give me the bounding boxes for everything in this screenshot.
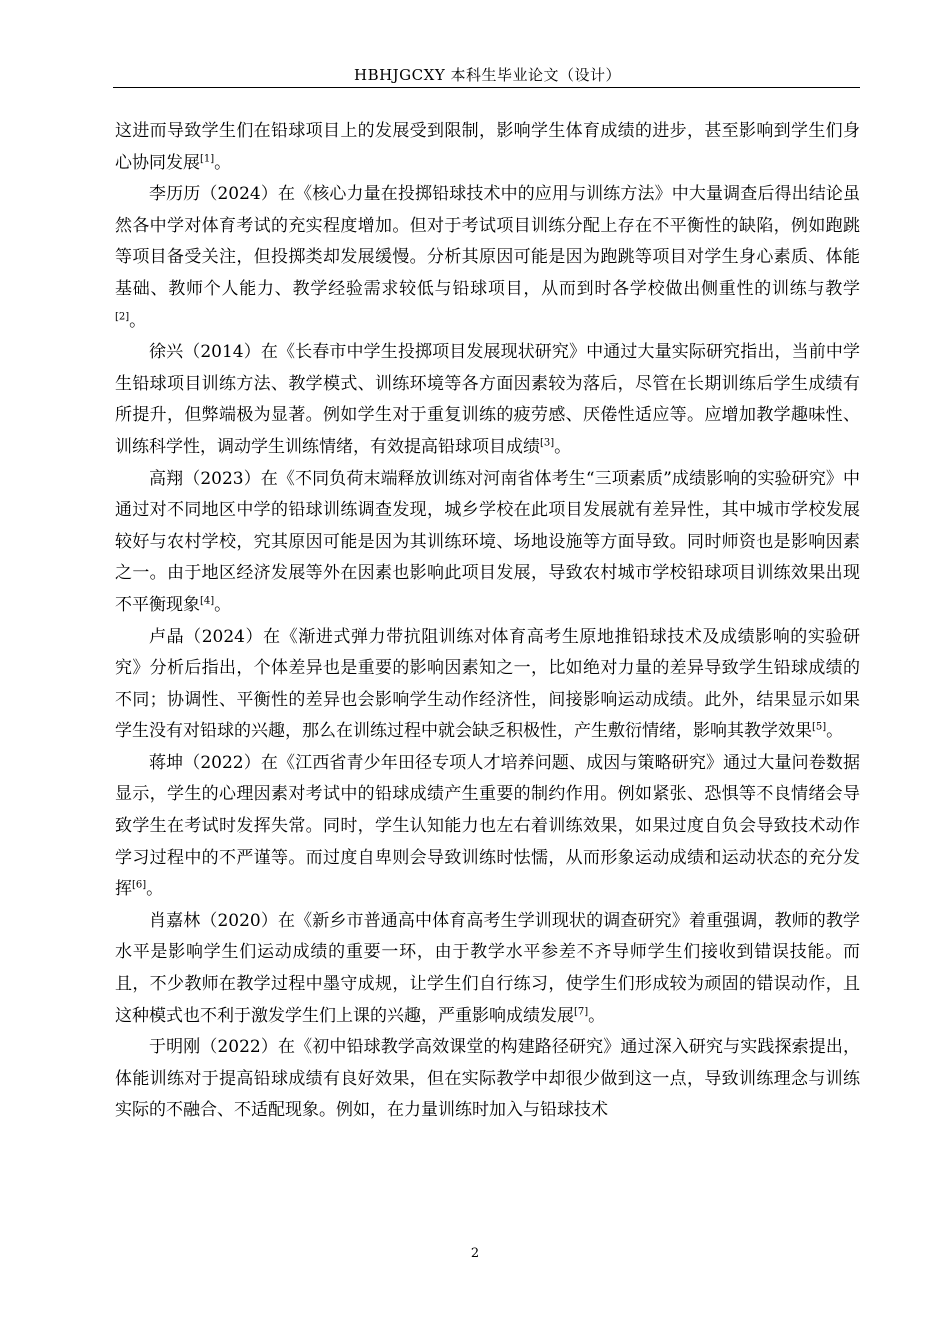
citation-marker: [2]	[115, 310, 130, 322]
paragraph	[115, 179, 860, 337]
paragraph	[115, 337, 860, 463]
paragraph-text: 于明刚（2022）在《初中铅球教学高效课堂的构建路径研究》通过深入研究与实践探索提出，体能训练对于提高铅球成绩有良好效果，但在实际教学中却很少做到这一点，导致训练理念与训练实际的不融合、不适配现象。例如，在力量训练时加入与铅球技术	[115, 1037, 860, 1121]
paragraph-end: 。	[554, 436, 572, 457]
paragraph-text: 徐兴（2014）在《长春市中学生投掷项目发展现状研究》中通过大量实际研究指出，当前中学生铅球项目训练方法、教学模式、训练环境等各方面因素较为落后，尽管在长期训练后学生成绩有所提升，但弊端极为显著。例如学生对于重复训练的疲劳感、厌倦性适应等。应增加教学趣味性、训练科学性，调动学生训练情绪，有效提高铅球项目成绩	[115, 342, 860, 457]
paragraph-text: 蒋坤（2022）在《江西省青少年田径专项人才培养问题、成因与策略研究》通过大量问卷数据显示，学生的心理因素对考试中的铅球成绩产生重要的制约作用。例如紧张、恐惧等不良情绪会导致学生在考试时发挥失常。同时，学生认知能力也左右着训练效果，如果过度自负会导致技术动作学习过程中的不严谨等。而过度自卑则会导致训练时怯懦，从而形象运动成绩和运动状态的充分发挥	[115, 752, 860, 900]
paragraph	[115, 748, 860, 906]
paragraph	[115, 906, 860, 1032]
paragraph-text: 高翔（2023）在《不同负荷末端释放训练对河南省体考生“三项素质”成绩影响的实验研究》中通过对不同地区中学的铅球训练调查发现，城乡学校在此项目发展就有差异性，其中城市学校发展较好与农村学校，究其原因可能是因为其训练环境、场地设施等方面导致。同时师资也是影响因素之一。由于地区经济发展等外在因素也影响此项目发展，导致农村城市学校铅球项目训练效果出现不平衡现象	[115, 468, 860, 615]
paragraph-end: 。	[214, 594, 232, 615]
citation-marker: [4]	[200, 595, 215, 607]
paragraph	[115, 464, 860, 622]
paragraph	[115, 1032, 860, 1127]
paragraph-text: 卢晶（2024）在《渐进式弹力带抗阻训练对体育高考生原地推铅球技术及成绩影响的实验研究》分析后指出，个体差异也是重要的影响因素知之一，比如绝对力量的差异导致学生铅球成绩的不同；协调性、平衡性的差异也会影响学生动作经济性，间接影响运动成绩。此外，结果显示如果学生没有对铅球的兴趣，那么在训练过程中就会缺乏积极性，产生敷衍情绪，影响其教学效果	[115, 626, 860, 742]
citation-marker: [3]	[540, 437, 555, 449]
paragraph-end: 。	[214, 152, 232, 173]
paragraph	[115, 622, 860, 748]
paragraph-end: 。	[588, 1005, 606, 1026]
paragraph-text: 这进而导致学生们在铅球项目上的发展受到限制，影响学生体育成绩的进步，甚至影响到学生们身心协同发展	[115, 121, 860, 173]
page-number: 2	[470, 1246, 480, 1261]
citation-marker: [1]	[200, 152, 215, 164]
paragraph	[115, 116, 860, 179]
document-body	[115, 116, 860, 1127]
citation-marker: [5]	[812, 721, 827, 733]
paragraph-text: 李历历（2024）在《核心力量在投掷铅球技术中的应用与训练方法》中大量调查后得出结论虽然各中学对体育考试的充实程度增加。但对于考试项目训练分配上存在不平衡性的缺陷，例如跑跳等项目备受关注，但投掷类却发展缓慢。分析其原因可能是因为跑跳等项目对学生身心素质、体能基础、教师个人能力、教学经验需求较低与铅球项目，从而到时各学校做出侧重性的训练与教学	[115, 184, 860, 299]
paragraph-text: 肖嘉林（2020）在《新乡市普通高中体育高考生学训现状的调查研究》着重强调，教师的教学水平是影响学生们运动成绩的重要一环，由于教学水平参差不齐导师学生们接收到错误技能。而且，不少教师在教学过程中墨守成规，让学生们自行练习，使学生们形成较为顽固的错误动作，且这种模式也不利于激发学生们上课的兴趣，严重影响成绩发展	[115, 910, 860, 1026]
header-rule	[113, 87, 860, 88]
running-header: HBHJGCXY 本科生毕业论文（设计）	[353, 66, 621, 84]
paragraph-end: 。	[129, 310, 147, 331]
citation-marker: [7]	[574, 1005, 589, 1017]
paragraph-end: 。	[826, 721, 844, 742]
citation-marker: [6]	[132, 879, 147, 891]
paragraph-end: 。	[146, 879, 164, 900]
